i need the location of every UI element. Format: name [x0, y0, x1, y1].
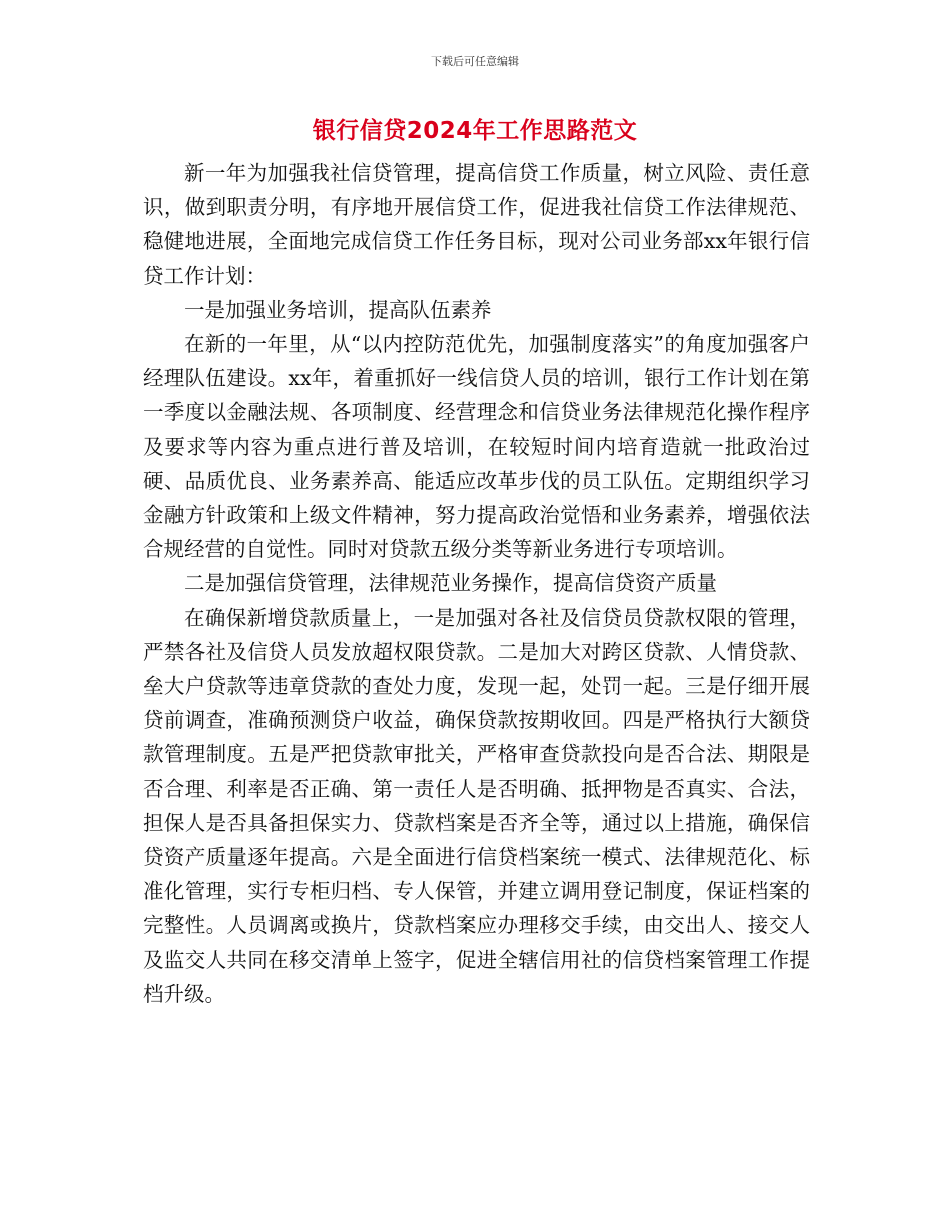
header-note: 下载后可任意编辑 — [431, 55, 519, 68]
paragraph-intro: 新一年为加强我社信贷管理，提高信贷工作质量，树立风险、责任意识，做到职责分明，有序地开展信贷工作，促进我社信贷工作法律规范、稳健地进展，全面地完成信贷工作任务目标，现对公司业务部xx年银行信贷工作计划： — [143, 161, 810, 288]
paragraph-training: 在新的一年里，从“以内控防范优先，加强制度落实”的角度加强客户经理队伍建设。xx年，着重抓好一线信贷人员的培训，银行工作计划在第一季度以金融法规、各项制度、经营理念和信贷业务法律规范化操作程序及要求等内容为重点进行普及培训，在较短时间内培育造就一批政治过硬、品质优良、业务素养高、能适应改革步伐的员工队伍。定期组织学习金融方针政策和上级文件精神，努力提高政治觉悟和业务素养，增强依法合规经营的自觉性。同时对贷款五级分类等新业务进行专项培训。 — [143, 332, 810, 562]
section-heading-2: 二是加强信贷管理，法律规范业务操作，提高信贷资产质量 — [184, 571, 717, 596]
section-heading-1: 一是加强业务培训，提高队伍素养 — [184, 297, 492, 322]
document-body — [143, 156, 810, 1011]
paragraph-credit-management: 在确保新增贷款质量上，一是加强对各社及信贷员贷款权限的管理，严禁各社及信贷人员发放超权限贷款。二是加大对跨区贷款、人情贷款、垒大户贷款等违章贷款的查处力度，发现一起，处罚一起。三是仔细开展贷前调查，准确预测贷户收益，确保贷款按期收回。四是严格执行大额贷款管理制度。五是严把贷款审批关，严格审查贷款投向是否合法、期限是否合理、利率是否正确、第一责任人是否明确、抵押物是否真实、合法，担保人是否具备担保实力、贷款档案是否齐全等，通过以上措施，确保信贷资产质量逐年提高。六是全面进行信贷档案统一模式、法律规范化、标准化管理，实行专柜归档、专人保管，并建立调用登记制度，保证档案的完整性。人员调离或换片，贷款档案应办理移交手续，由交出人、接交人及监交人共同在移交清单上签字，促进全辖信用社的信贷档案管理工作提档升级。 — [143, 605, 810, 1006]
document-title: 银行信贷2024年工作思路范文 — [312, 118, 638, 144]
